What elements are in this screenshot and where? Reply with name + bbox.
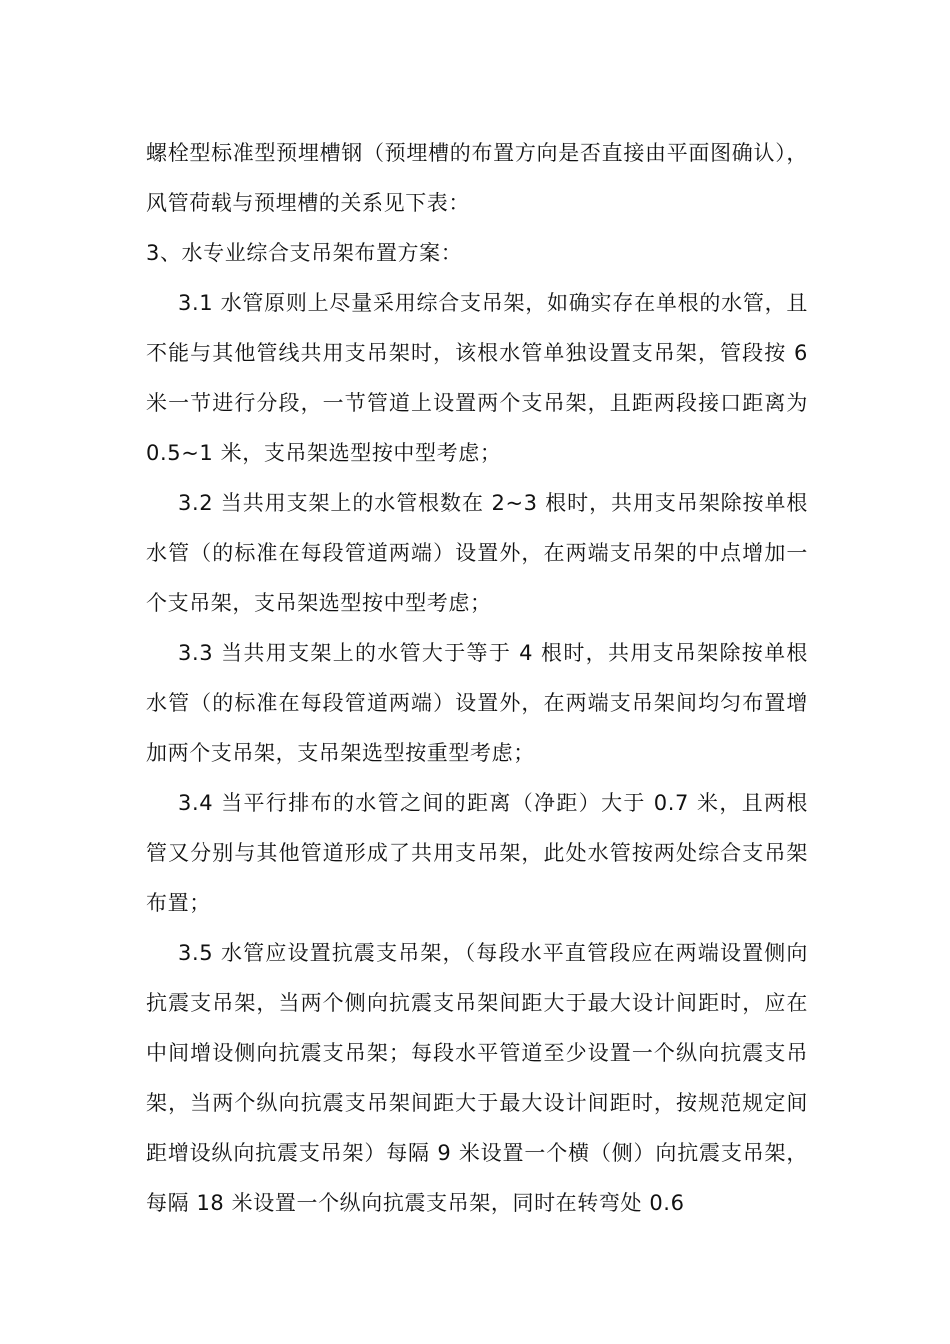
paragraph-3-2: 3.2 当共用支架上的水管根数在 2~3 根时，共用支吊架除按单根水管（的标准在每段管道两端）设置外，在两端支吊架的中点增加一个支吊架，支吊架选型按中型考虑； [146,491,808,615]
document-body [146,128,808,1228]
paragraph-3-1: 3.1 水管原则上尽量采用综合支吊架，如确实存在单根的水管，且不能与其他管线共用支吊架时，该根水管单独设置支吊架，管段按 6 米一节进行分段，一节管道上设置两个支吊架，且距两段接口距离为 0.5~1 米，支吊架选型按中型考虑； [146,291,808,465]
paragraph-embedded-channel: 螺栓型标准型预埋槽钢（预埋槽的布置方向是否直接由平面图确认），风管荷载与预埋槽的关系见下表： [146,141,808,215]
paragraph-3-4: 3.4 当平行排布的水管之间的距离（净距）大于 0.7 米，且两根管又分别与其他管道形成了共用支吊架，此处水管按两处综合支吊架布置； [146,791,808,915]
paragraph-3-5: 3.5 水管应设置抗震支吊架，（每段水平直管段应在两端设置侧向抗震支吊架，当两个侧向抗震支吊架间距大于最大设计间距时，应在中间增设侧向抗震支吊架；每段水平管道至少设置一个纵向抗震支吊架，当两个纵向抗震支吊架间距大于最大设计间距时，按规范规定间距增设纵向抗震支吊架）每隔 9 米设置一个横（侧）向抗震支吊架，每隔 18 米设置一个纵向抗震支吊架，同时在转弯处 0.6 [146,941,808,1215]
section-heading-water-supports: 3、水专业综合支吊架布置方案： [146,241,463,265]
paragraph-3-3: 3.3 当共用支架上的水管大于等于 4 根时，共用支吊架除按单根水管（的标准在每段管道两端）设置外，在两端支吊架间均匀布置增加两个支吊架，支吊架选型按重型考虑； [146,641,808,765]
